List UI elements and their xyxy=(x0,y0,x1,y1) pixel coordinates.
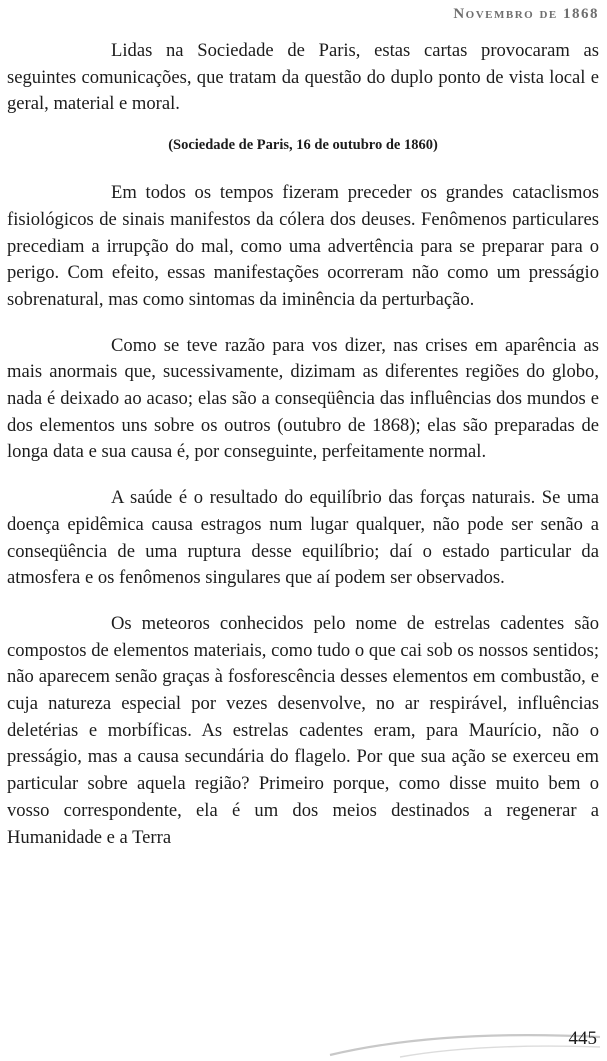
paragraph-3: A saúde é o resultado do equilíbrio das forças naturais. Se uma doença epidêmica causa estragos num lugar qualquer, não pode ser senão a conseqüência de uma ruptura desse equilíbrio; daí o estado particular da atmosfera e os fenômenos singulares que aí podem ser observados. xyxy=(7,487,599,589)
page-number: 445 xyxy=(568,1028,597,1049)
paragraph-intro: Lidas na Sociedade de Paris, estas cartas provocaram as seguintes comunicações, que tratam da questão do duplo ponto de vista local e geral, material e moral. xyxy=(7,40,599,115)
footer-swoosh-icon xyxy=(0,1021,607,1061)
paragraph-4: Os meteoros conhecidos pelo nome de estrelas cadentes são compostos de elementos materiais, como tudo o que cai sob os nossos sentidos; não aparecem senão graças à fosforescência desses elementos em combustão, e cuja natureza especial por vezes desenvolve, no ar respirável, influências deletérias e morbíficas. As estrelas cadentes eram, para Maurício, não o presságio, mas a causa secundária do flagelo. Por que sua ação se exerceu em particular sobre aquela região? Primeiro porque, como disse muito bem o vosso correspondente, ela é um dos meios destinados a regenerar a Humanidade e a Terra xyxy=(7,612,599,848)
section-heading: (Sociedade de Paris, 16 de outubro de 1860) xyxy=(168,137,438,154)
paragraph-2: Como se teve razão para vos dizer, nas crises em aparência as mais anormais que, sucessivamente, dizimam as diferentes regiões do globo, nada é deixado ao acaso; elas são a conseqüência das influências dos mundos e dos elementos uns sobre os outros (outubro de 1868); elas são preparadas de longa data e sua causa é, por conseguinte, perfeitamente normal. xyxy=(7,334,599,463)
paragraph-1: Em todos os tempos fizeram preceder os grandes cataclismos fisiológicos de sinais manifestos da cólera dos deuses. Fenômenos particulares precediam a irrupção do mal, como uma advertência para se preparar para o perigo. Com efeito, essas manifestações ocorreram não como um presságio sobrenatural, mas como sintomas da iminência da perturbação. xyxy=(7,182,599,310)
page-body xyxy=(7,38,599,870)
running-header: Novembro de 1868 xyxy=(453,6,599,22)
page-footer xyxy=(0,1021,607,1061)
